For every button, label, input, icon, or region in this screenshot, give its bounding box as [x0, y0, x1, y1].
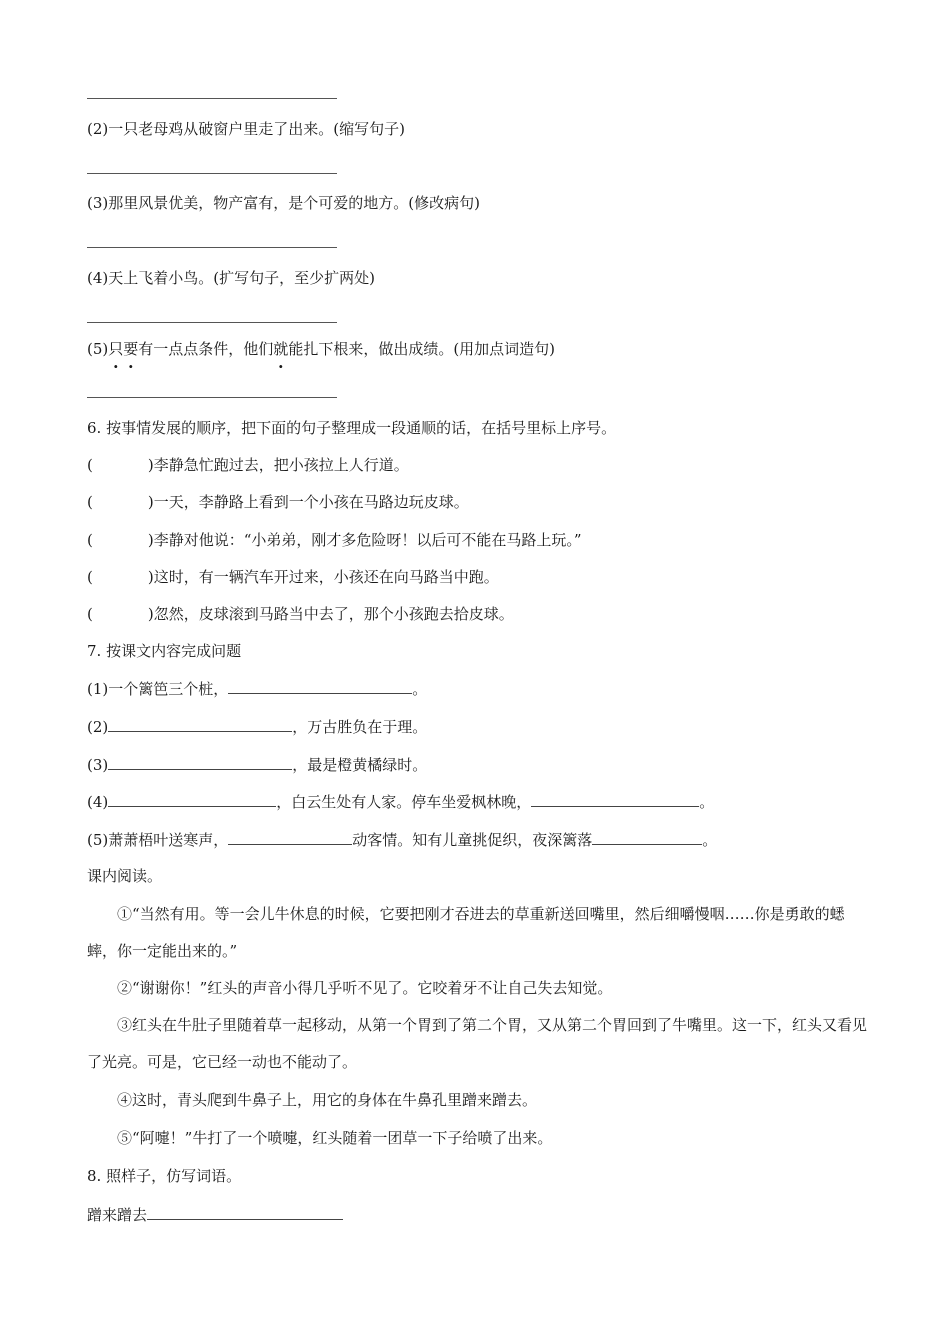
- dotted-char-yao: 要: [123, 340, 139, 358]
- answer-line-4[interactable]: [87, 322, 337, 323]
- close-paren: ): [147, 605, 154, 623]
- q5-item-5-mid: 有一点点条件，他们: [138, 340, 274, 358]
- q6-item-3: [87, 529, 582, 551]
- answer-line-5[interactable]: [87, 397, 337, 398]
- q6-title: 6. 按事情发展的顺序，把下面的句子整理成一段通顺的话，在括号里标上序号。: [87, 419, 617, 437]
- q6-item-text: 忽然，皮球滚到马路当中去了，那个小孩跑去拾皮球。: [153, 605, 514, 623]
- q8-title: 8. 照样子，仿写词语。: [87, 1167, 242, 1185]
- q6-item-4: [87, 566, 499, 588]
- q8-example-word: 蹭来蹭去: [87, 1206, 148, 1224]
- q7-item-1-text: (1)一个篱笆三个桩，: [87, 680, 229, 698]
- dotted-char-zhi: 只: [108, 340, 124, 358]
- open-paren: (: [87, 531, 93, 549]
- q7-item-2-num: (2): [87, 718, 109, 736]
- q6-item-text: 李静对他说：“小弟弟，刚才多危险呀！以后可不能在马路上玩。”: [153, 531, 582, 549]
- answer-line-1[interactable]: [87, 98, 337, 99]
- fill-blank[interactable]: [531, 790, 699, 807]
- reading-paragraph-1: ①“当然有用。等一会儿牛休息的时候，它要把刚才吞进去的草重新送回嘴里，然后细嚼慢咽……你是勇敢的蟋蟀，你一定能出来的。”: [87, 905, 845, 960]
- close-paren: ): [147, 568, 154, 586]
- q5-item-2: (2)一只老母鸡从破窗户里走了出来。(缩写句子): [87, 120, 405, 138]
- q7-item-3-text: ，最是橙黄橘绿时。: [292, 756, 428, 774]
- q7-item-4-num: (4): [87, 793, 109, 811]
- q7-item-4: [87, 790, 714, 813]
- q5-item-3: (3)那里风景优美，物产富有，是个可爱的地方。(修改病句): [87, 194, 480, 212]
- reading-paragraph-4: ④这时，青头爬到牛鼻子上，用它的身体在牛鼻孔里蹭来蹭去。: [117, 1091, 538, 1109]
- q8-example: [87, 1203, 343, 1226]
- close-paren: ): [147, 493, 154, 511]
- q7-item-3: [87, 753, 427, 776]
- fill-blank[interactable]: [228, 828, 352, 845]
- reading-paragraph-5: ⑤“阿嚏！”牛打了一个喷嚏，红头随着一团草一下子给喷了出来。: [117, 1129, 553, 1147]
- answer-line-2[interactable]: [87, 173, 337, 174]
- q7-title: 7. 按课文内容完成问题: [87, 642, 242, 660]
- q5-item-5-num: (5): [87, 340, 109, 358]
- reading-heading: 课内阅读。: [87, 867, 163, 885]
- q6-item-text: 李静急忙跑过去，把小孩拉上人行道。: [153, 456, 409, 474]
- q7-item-5-text: (5)萧萧梧叶送寒声，: [87, 831, 229, 849]
- open-paren: (: [87, 493, 93, 511]
- answer-line-3[interactable]: [87, 247, 337, 248]
- q7-item-4-end: 。: [699, 793, 715, 811]
- fill-blank[interactable]: [147, 1203, 343, 1220]
- q6-item-1: [87, 454, 409, 476]
- fill-blank[interactable]: [108, 715, 292, 732]
- q7-item-1: [87, 677, 427, 700]
- dotted-char-jiu: 就: [273, 340, 289, 358]
- q6-item-text: 这时，有一辆汽车开过来，小孩还在向马路当中跑。: [153, 568, 499, 586]
- fill-blank[interactable]: [228, 677, 412, 694]
- open-paren: (: [87, 605, 93, 623]
- q7-item-3-num: (3): [87, 756, 109, 774]
- close-paren: ): [147, 456, 154, 474]
- fill-blank[interactable]: [108, 790, 276, 807]
- q6-item-5: [87, 603, 514, 625]
- q5-item-5-end: 能扎下根来，做出成绩。(用加点词造句): [288, 340, 556, 358]
- q7-item-5-end: 。: [702, 831, 718, 849]
- q7-item-2: [87, 715, 427, 738]
- close-paren: ): [147, 531, 154, 549]
- fill-blank[interactable]: [592, 828, 702, 845]
- fill-blank[interactable]: [108, 753, 292, 770]
- q5-item-5: [87, 338, 555, 360]
- q6-item-2: [87, 491, 469, 513]
- q7-item-2-text: ，万古胜负在于理。: [292, 718, 428, 736]
- open-paren: (: [87, 568, 93, 586]
- q6-item-text: 一天，李静路上看到一个小孩在马路边玩皮球。: [153, 493, 469, 511]
- q5-item-4: (4)天上飞着小鸟。(扩写句子，至少扩两处): [87, 269, 375, 287]
- q7-item-4-text: ，白云生处有人家。停车坐爱枫林晚，: [276, 793, 532, 811]
- q7-item-5-mid: 动客情。知有儿童挑促织，夜深篱落: [352, 831, 593, 849]
- reading-paragraph-2: ②“谢谢你！”红头的声音小得几乎听不见了。它咬着牙不让自己失去知觉。: [117, 979, 613, 997]
- q7-item-5: [87, 828, 717, 851]
- q7-item-1-end: 。: [412, 680, 428, 698]
- open-paren: (: [87, 456, 93, 474]
- reading-paragraph-3: ③红头在牛肚子里随着草一起移动，从第一个胃到了第二个胃，又从第二个胃回到了牛嘴里。这一下，红头又看见了光亮。可是，它已经一动也不能动了。: [87, 1016, 868, 1071]
